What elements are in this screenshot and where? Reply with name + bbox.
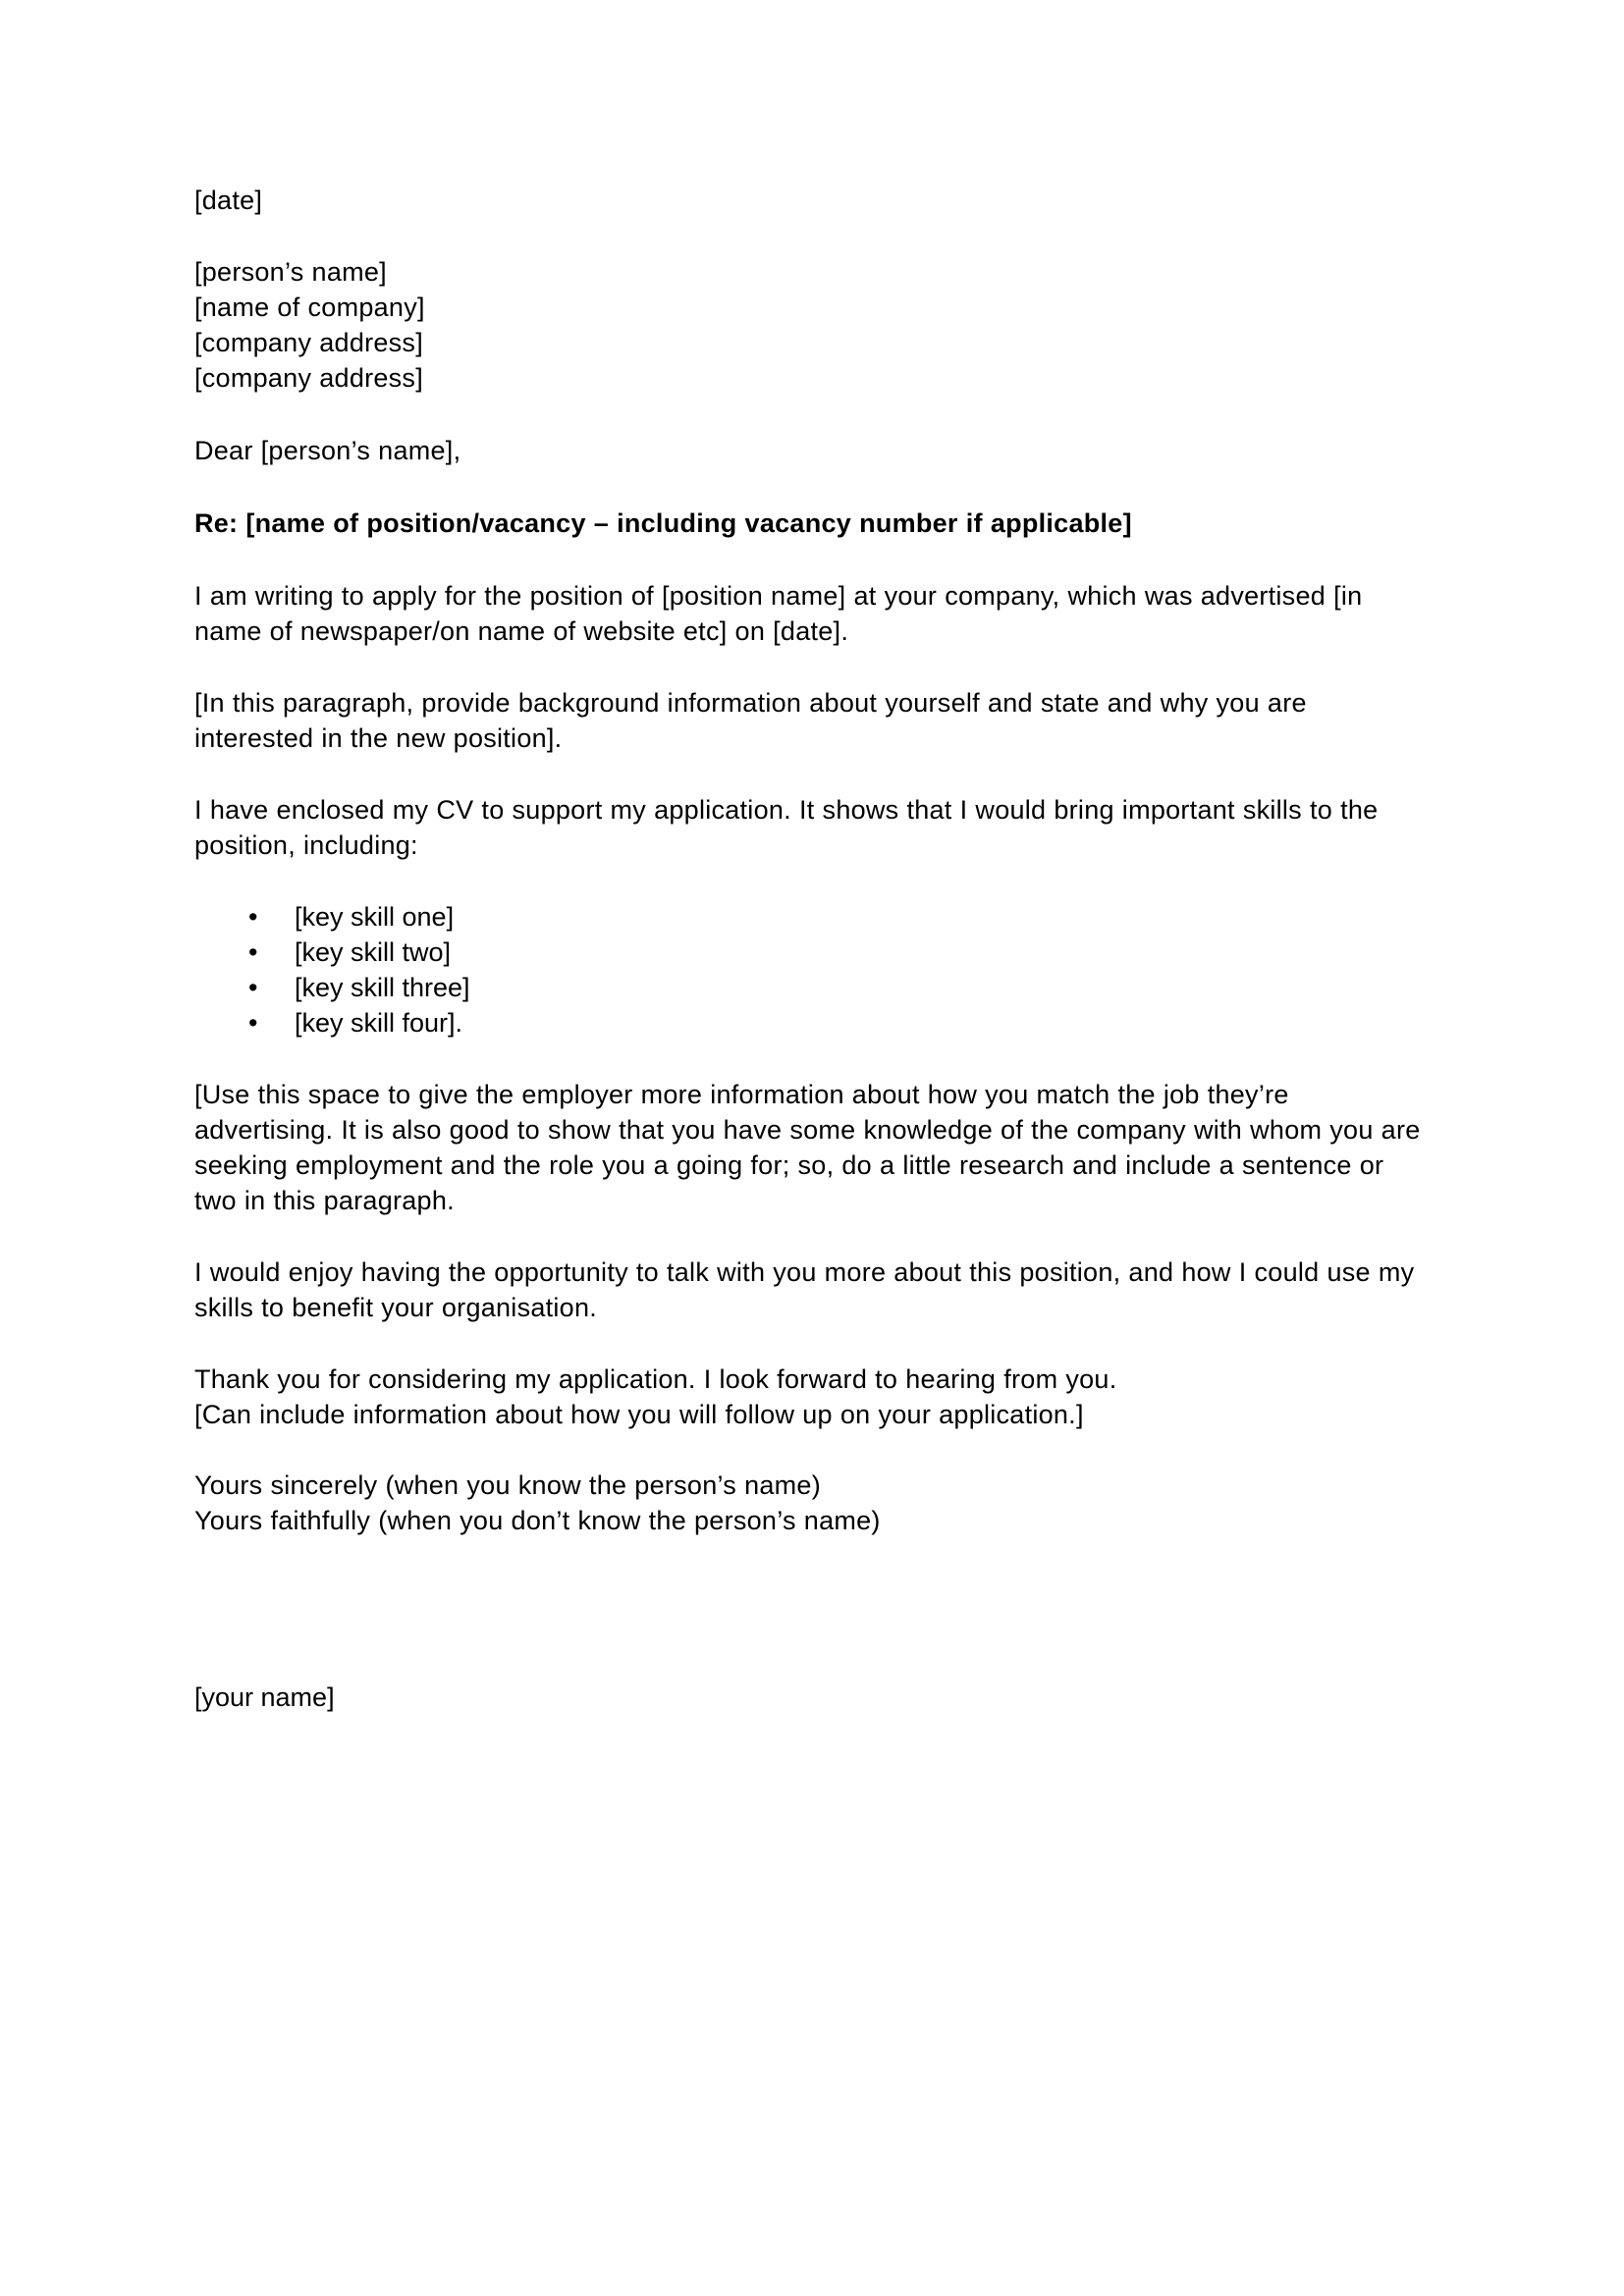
recipient-address-line-1: [company address] <box>194 328 423 357</box>
key-skill-label: [key skill one] <box>295 902 455 932</box>
recipient-address-line-2: [company address] <box>194 363 423 393</box>
subject-line: Re: [name of position/vacancy – including vacancy number if applicable] <box>194 508 1132 538</box>
paragraph-closing: I would enjoy having the opportunity to talk with you more about this position, and how I could use my skills to benefit your organisation. <box>194 1257 1415 1322</box>
key-skill-label: [key skill four]. <box>295 1008 463 1038</box>
key-skills-list <box>194 899 1428 1041</box>
recipient-address-block <box>194 254 1428 396</box>
list-item <box>194 1005 1428 1041</box>
paragraph-opening: I am writing to apply for the position of [position name] at your company, which was advertised [in name of newspaper/on name of website etc] on [date]. <box>194 581 1363 646</box>
list-item <box>194 899 1428 934</box>
list-item <box>194 970 1428 1005</box>
bullet-icon: • <box>248 902 258 932</box>
paragraph-background: [In this paragraph, provide background information about yourself and state and why you are interested in the new position]. <box>194 688 1307 753</box>
bullet-icon: • <box>248 973 258 1002</box>
key-skill-label: [key skill three] <box>295 973 470 1002</box>
recipient-company-name: [name of company] <box>194 293 425 322</box>
date-placeholder: [date] <box>194 186 263 215</box>
paragraph-cv-intro: I have enclosed my CV to support my application. It shows that I would bring important skills to the position, including: <box>194 795 1379 860</box>
date-line <box>194 183 1428 218</box>
follow-up-note-line: [Can include information about how you will follow up on your application.] <box>194 1400 1084 1429</box>
paragraph-match-job: [Use this space to give the employer more information about how you match the job they’re advertising. It is also good to show that you have some knowledge of the company with whom you are seeking employment and the role you a going for; so, do a little research and include a sentence or two in this paragraph. <box>194 1080 1421 1215</box>
signoff-sincerely: Yours sincerely (when you know the person’s name) <box>194 1470 821 1500</box>
list-item <box>194 934 1428 970</box>
bullet-icon: • <box>248 1008 258 1038</box>
thank-you-block <box>194 1362 1428 1432</box>
signoff-block <box>194 1468 1428 1538</box>
bullet-icon: • <box>248 937 258 967</box>
thank-you-line: Thank you for considering my application. I look forward to hearing from you. <box>194 1364 1117 1394</box>
salutation: Dear [person’s name], <box>194 436 461 465</box>
signature-space <box>194 1538 1428 1680</box>
key-skill-label: [key skill two] <box>295 937 452 967</box>
sender-name-placeholder: [your name] <box>194 1682 335 1712</box>
signoff-faithfully: Yours faithfully (when you don’t know the person’s name) <box>194 1506 881 1535</box>
letter-content <box>194 183 1428 1715</box>
recipient-person-name: [person’s name] <box>194 257 387 287</box>
